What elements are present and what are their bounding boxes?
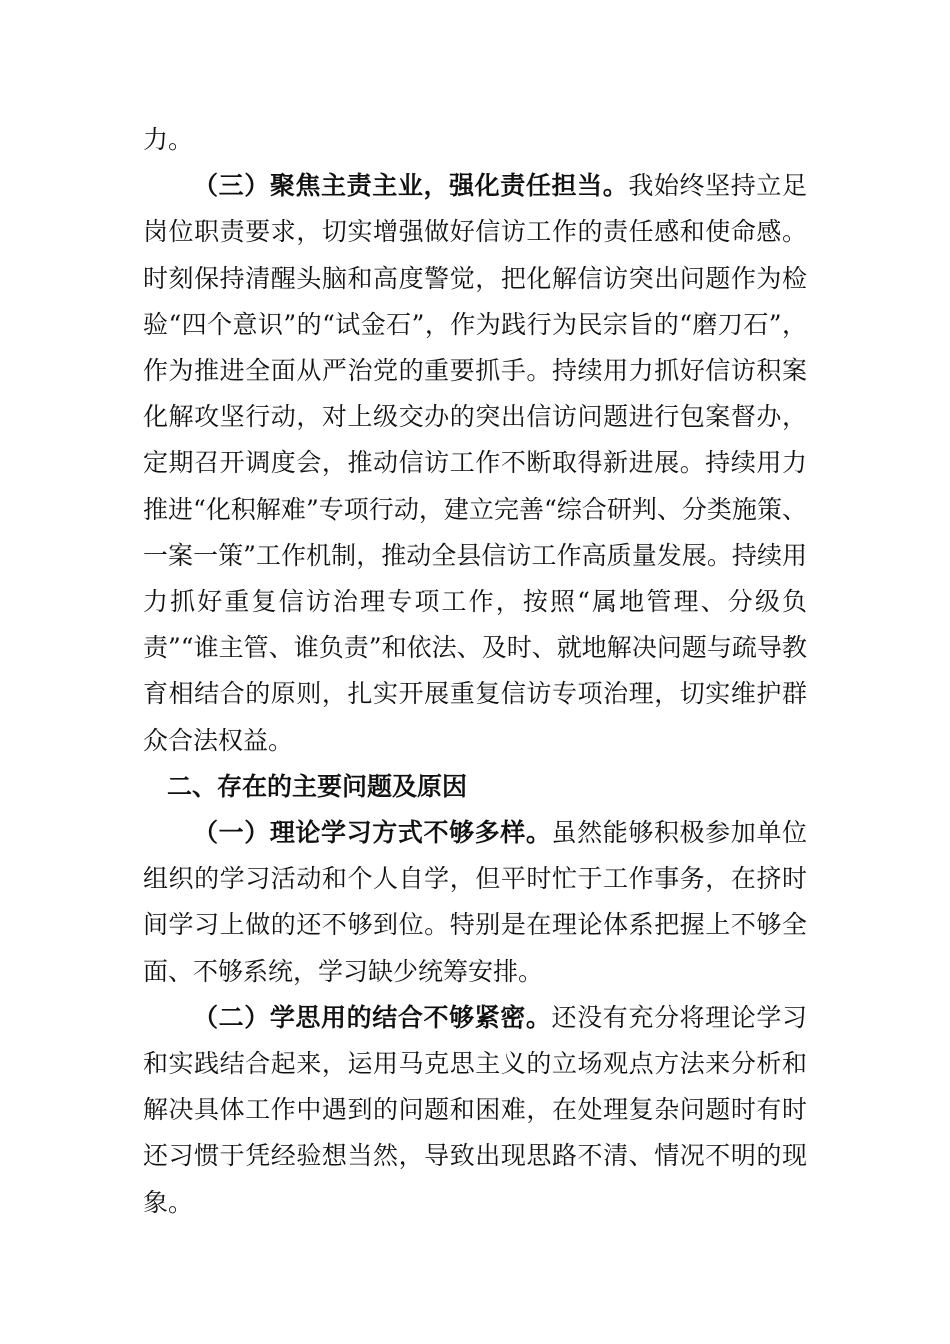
paragraph-continuation bbox=[143, 117, 807, 163]
paragraph-text: 虽然能够积极参加单位组织的学习活动和个人自学，但平时忙于工作事务，在挤时间学习上做的还不够到位。特别是在理论体系把握上不够全面、不够系统，学习缺少统筹安排。 bbox=[143, 818, 807, 986]
paragraph-heading: （二）学思用的结合不够紧密。 bbox=[193, 1002, 552, 1032]
paragraph-responsibility bbox=[143, 163, 807, 764]
paragraph-study-practice bbox=[143, 995, 807, 1226]
paragraph-theory-study bbox=[143, 810, 807, 995]
paragraph-text: 我始终坚持立足岗位职责要求，切实增强做好信访工作的责任感和使命感。时刻保持清醒头脑和高度警觉，把化解信访突出问题作为检验“四个意识”的“试金石”，作为践行为民宗旨的“磨刀石”，作为推进全面从严治党的重要抓手。持续用力抓好信访积案化解攻坚行动，对上级交办的突出信访问题进行包案督办，定期召开调度会，推动信访工作不断取得新进展。持续用力推进“化积解难”专项行动，建立完善“综合研判、分类施策、一案一策”工作机制，推动全县信访工作高质量发展。持续用力抓好重复信访治理专项工作，按照“属地管理、分级负责”“谁主管、谁负责”和依法、及时、就地解决问题与疏导教育相结合的原则，扎实开展重复信访专项治理，切实维护群众合法权益。 bbox=[143, 171, 807, 755]
document-body bbox=[143, 117, 807, 1226]
paragraph-text: 还没有充分将理论学习和实践结合起来，运用马克思主义的立场观点方法来分析和解决具体工作中遇到的问题和困难，在处理复杂问题时有时还习惯于凭经验想当然，导致出现思路不清、情况不明的现象。 bbox=[143, 1002, 807, 1217]
section-title: 二、存在的主要问题及原因 bbox=[167, 771, 468, 801]
paragraph-text: 力。 bbox=[143, 125, 194, 154]
paragraph-heading: （三）聚焦主责主业，强化责任担当。 bbox=[193, 171, 629, 201]
paragraph-heading: （一）理论学习方式不够多样。 bbox=[193, 818, 552, 848]
